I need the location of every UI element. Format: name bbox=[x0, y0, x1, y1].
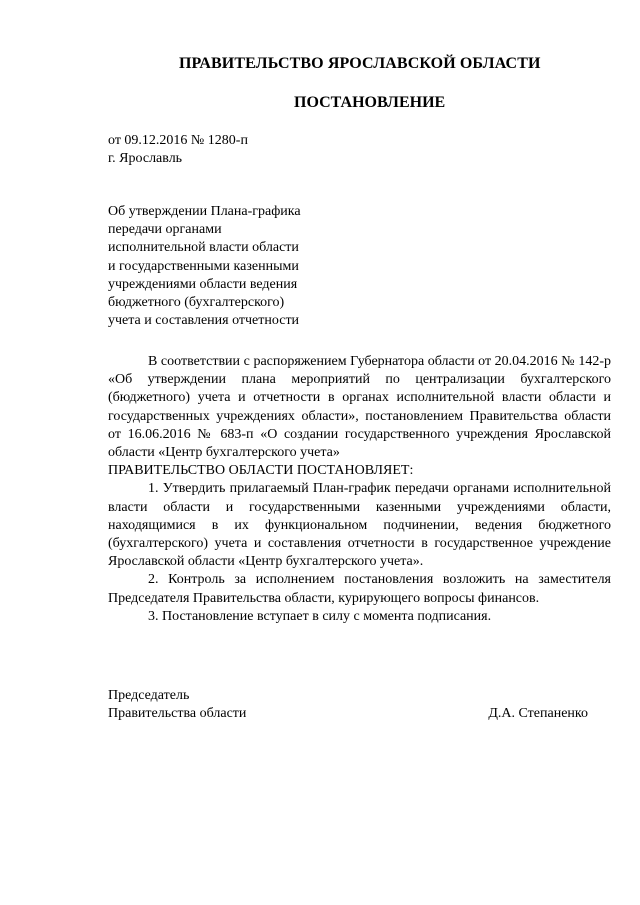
government-title: ПРАВИТЕЛЬСТВО ЯРОСЛАВСКОЙ ОБЛАСТИ bbox=[179, 55, 541, 72]
city: г. Ярославль bbox=[108, 151, 183, 166]
resolves-heading: ПРАВИТЕЛЬСТВО ОБЛАСТИ ПОСТАНОВЛЯЕТ: bbox=[108, 463, 414, 479]
subject-line: передачи органами bbox=[108, 222, 222, 238]
preamble-paragraph: В соответствии с распоряжением Губернатора области от 20.04.2016 № 142-р «Об утверждении плана мероприятий по централизации бухгалтерского (бюджетного) учета и отчетности в органах исполнительной власти области и государственных учреждениях области», постановлением Правительства области от 16.06.2016 № 683-п «О создании государственного учреждения Ярославской области «Центр бухгалтерского учета» bbox=[108, 354, 611, 461]
signatory-position-line1: Председатель bbox=[108, 688, 190, 703]
subject-line: Об утверждении Плана-графика bbox=[108, 204, 301, 219]
signatory-position-line2: Правительства области bbox=[108, 706, 247, 722]
subject-line: учреждениями области ведения bbox=[108, 276, 298, 292]
item-1-paragraph: 1. Утвердить прилагаемый План-график передачи органами исполнительной власти области и государственными казенными учреждениями области, находящимися в их функциональном подчинении, ведения бюджетного (бухгалтерского) учета и составления отчетности в государственное учреждение Ярославской области «Центр бухгалтерского учета». bbox=[108, 481, 611, 570]
document-meta bbox=[108, 132, 248, 168]
signatory-name: Д.А. Степаненко bbox=[488, 706, 588, 722]
document-subject bbox=[108, 203, 338, 330]
date-number: от 09.12.2016 № 1280-п bbox=[108, 133, 248, 148]
subject-line: бюджетного (бухгалтерского) bbox=[108, 295, 285, 311]
item-3-paragraph: 3. Постановление вступает в силу с момента подписания. bbox=[148, 608, 492, 624]
signature-row bbox=[108, 705, 588, 723]
subject-line: учета и составления отчетности bbox=[108, 313, 300, 329]
document-body bbox=[108, 353, 611, 626]
signature-block bbox=[108, 687, 588, 723]
document-type-title: ПОСТАНОВЛЕНИЕ bbox=[294, 94, 446, 111]
item-2-paragraph: 2. Контроль за исполнением постановления возложить на заместителя Председателя Правительства области, курирующего вопросы финансов. bbox=[108, 572, 611, 606]
subject-line: и государственными казенными bbox=[108, 258, 299, 274]
subject-line: исполнительной власти области bbox=[108, 240, 299, 256]
